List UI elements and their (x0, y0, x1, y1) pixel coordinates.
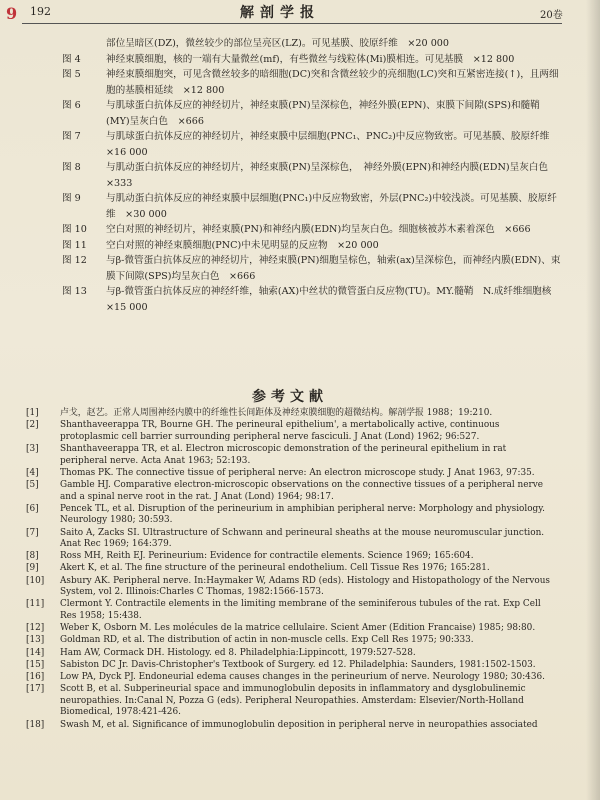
legend-label: 图 8 (62, 162, 81, 173)
legend-text: 与肌球蛋白抗体反应的神经切片，神经束膜中层细胞(PNC₁、PNC₂)中反应物致密。可见基膜、胶原纤维 ×16 000 (106, 131, 559, 158)
legend-text: 与肌动蛋白抗体反应的神经切片，神经束膜(PN)呈深棕色， 神经外膜(EPN)和神经内膜(EDN)呈灰白色 ×333 (106, 162, 558, 189)
reference-item (26, 623, 552, 635)
reference-item (26, 551, 552, 563)
reference-number: [4] (26, 467, 39, 478)
reference-item (26, 444, 552, 467)
legend-item (62, 253, 562, 284)
reference-number: [12] (26, 623, 45, 634)
legend-text: 空白对照的神经切片，神经束膜(PN)和神经内膜(EDN)均呈灰白色。细胞核被苏木素着深色 ×666 (106, 224, 531, 235)
legend-label: 图 7 (62, 131, 81, 142)
legend-text: 与β-微管蛋白抗体反应的神经切片，神经束膜(PN)细胞呈棕色，轴索(ax)呈深棕色，而神经内膜(EDN)、束膜下间隙(SPS)均呈灰白色 ×666 (106, 255, 561, 282)
reference-text: Sabiston DC Jr. Davis-Christopher's Textbook of Surgery. ed 12. Philadelphia: Saunders, 1981:1502-1503. (60, 659, 536, 670)
legend-label: 图 12 (62, 255, 87, 266)
reference-text: Clermont Y. Contractile elements in the limiting membrane of the seminiferous tubules of the rat. Exp Cell Res 1958; 15:438. (60, 599, 541, 622)
reference-text: Swash M, et al. Significance of immunoglobulin deposition in peripheral nerve in neuropathies associated (60, 719, 538, 730)
reference-text: Ross MH, Reith EJ. Perineurium: Evidence for contractile elements. Science 1969; 165:604. (60, 551, 474, 562)
references-heading: 参考文献 (252, 389, 328, 405)
reference-number: [7] (26, 527, 39, 538)
legend-label: 图 13 (62, 286, 87, 297)
legend-item (62, 284, 562, 315)
reference-number: [1] (26, 408, 39, 418)
reference-number: [3] (26, 443, 39, 454)
reference-text: Weber K, Osborn M. Les molécules de la matrice cellulaire. Scient Amer (Edition Francaise) 1985; 98:80. (60, 623, 536, 634)
reference-text: Pencek TL, et al. Disruption of the perineurium in amphibian peripheral nerve: Morphology and physiology. Neurology 1980; 30:593. (60, 503, 545, 526)
journal-title: 解剖学报 (240, 5, 320, 21)
legend-item (62, 67, 562, 98)
reference-item (26, 684, 552, 719)
reference-item (26, 504, 552, 527)
reference-text: Scott B, et al. Subperineurial space and immunoglobulin deposits in inflammatory and dysglobulinemic neuropathies. In:Canal N, Pozza G (eds). Peripheral Neuropathies. Amsterdam: Elsevier/North-Holland Biomedical, 1978:421-426. (60, 684, 526, 718)
legend-item (62, 238, 562, 254)
reference-number: [6] (26, 503, 39, 514)
legend-text: 与β-微管蛋白抗体反应的神经纤维，轴索(AX)中丝状的微管蛋白反应物(TU)。MY.髓鞘 N.成纤维细胞核 ×15 000 (106, 286, 561, 313)
reference-text: Low PA, Dyck PJ. Endoneurial edema causes changes in the perineurium of nerve. Neurology 1980; 30:436. (60, 671, 545, 682)
reference-item (26, 635, 552, 647)
legend-item (62, 222, 562, 238)
reference-item (26, 480, 552, 503)
legend-label: 图 9 (62, 193, 81, 204)
legend-text: 空白对照的神经束膜细胞(PNC)中未见明显的反应物 ×20 000 (106, 239, 379, 251)
reference-item (26, 408, 552, 420)
reference-item (26, 563, 552, 575)
reference-text: Saito A, Zacks SI. Ultrastructure of Schwann and perineural sheaths at the mouse neuromuscular junction. Anat Rec 1969; 164:379. (60, 527, 545, 550)
page-header (0, 0, 600, 26)
legend-item (62, 52, 562, 68)
legend-label: 图 10 (62, 224, 87, 235)
legend-item (62, 160, 562, 191)
reference-text: Goldman RD, et al. The distribution of actin in non-muscle cells. Exp Cell Res 1975; 90:333. (60, 635, 474, 646)
reference-number: [15] (26, 659, 45, 670)
reference-number: [13] (26, 635, 45, 646)
reference-number: [11] (26, 599, 45, 610)
reference-text: Ham AW, Cormack DH. Histology. ed 8. Philadelphia:Lippincott, 1979:527-528. (60, 647, 416, 658)
volume-label: 20卷 (540, 10, 563, 21)
legend-text: 神经束膜细胞突，可见含微丝较多的暗细胞(DC)突和含微丝较少的亮细胞(LC)突和互紧密连接(↑)，且两细胞的基膜相延续 ×12 800 (106, 69, 559, 96)
legend-text: 与肌动蛋白抗体反应的神经束膜中层细胞(PNC₁)中反应物致密，外层(PNC₂)中较浅淡。可见基膜、胶原纤维 ×30 000 (106, 193, 557, 220)
reference-text: Thomas PK. The connective tissue of peripheral nerve: An electron microscope study. J Anat 1963, 97:35. (60, 467, 535, 478)
reference-number: [18] (26, 719, 45, 730)
legend-text: 神经束膜细胞，核的一端有大量微丝(mf)，有些微丝与线粒体(Mi)膜相连。可见基膜 ×12 800 (106, 53, 515, 65)
reference-number: [14] (26, 647, 45, 658)
reference-text: Shanthaveerappa TR, et al. Electron microscopic demonstration of the perineural epithelium in rat peripheral nerve. Acta Anat 1963; 52:193. (60, 443, 507, 466)
reference-text: Gamble HJ. Comparative electron-microscopic observations on the connective tissues of a peripheral nerve and a spinal nerve root in the rat. J Anat (Lond) 1964; 98:17. (60, 479, 544, 502)
corner-mark: 9 (6, 4, 18, 23)
reference-text: Asbury AK. Peripheral nerve. In:Haymaker W, Adams RD (eds). Histology and Histopathology of the Nervous System, vol 2. Illinois:Charles C Thomas, 1982:1566-1573. (60, 575, 550, 598)
legend-item (62, 191, 562, 222)
legend-text: 部位呈暗区(DZ)，微丝较少的部位呈亮区(LZ)。可见基膜、胶原纤维 ×20 000 (106, 38, 450, 49)
reference-text: 卢戈，赵艺。正常人周围神经内膜中的纤维性长间距体及神经束膜细胞的超微结构。解剖学报 1988；19:210. (60, 408, 493, 418)
reference-number: [16] (26, 671, 45, 682)
reference-number: [9] (26, 563, 39, 574)
legend-label (62, 36, 106, 52)
reference-text: Shanthaveerappa TR, Bourne GH. The perineural epithelium', a mertabolically active, continuous protoplasmic cell barrier surrounding peripheral nerve fasciculi. J Anat (Lond) 1962; 96:527. (60, 420, 500, 442)
legend-label: 图 5 (62, 69, 81, 80)
reference-item (26, 468, 552, 480)
reference-text: Akert K, et al. The fine structure of the perineural endothelium. Cell Tissue Res 1976; 165:281. (60, 563, 490, 574)
legend-label: 图 6 (62, 100, 81, 111)
reference-item (26, 528, 552, 551)
reference-item (26, 648, 552, 660)
legend-label: 图 4 (62, 53, 81, 65)
legend-text: 与肌球蛋白抗体反应的神经切片，神经束膜(PN)呈深棕色，神经外膜(EPN)、束膜下间隙(SPS)和髓鞘(MY)呈灰白色 ×666 (106, 100, 540, 127)
reference-item (26, 420, 552, 443)
reference-number: [10] (26, 575, 45, 586)
reference-item (26, 576, 552, 599)
header-rule (22, 23, 562, 24)
reference-number: [5] (26, 479, 39, 490)
reference-item (26, 672, 552, 684)
reference-item (26, 660, 552, 672)
page-edge-shadow (586, 0, 600, 800)
reference-number: [2] (26, 420, 39, 431)
legend-item (62, 98, 562, 129)
page-number: 192 (30, 5, 51, 18)
reference-item (26, 720, 552, 732)
reference-item (26, 599, 552, 622)
legend-item (62, 129, 562, 160)
figure-legends (62, 36, 562, 315)
legend-label: 图 11 (62, 239, 87, 251)
reference-list (26, 408, 552, 732)
legend-item (62, 36, 562, 52)
reference-number: [17] (26, 684, 45, 695)
reference-number: [8] (26, 551, 39, 562)
